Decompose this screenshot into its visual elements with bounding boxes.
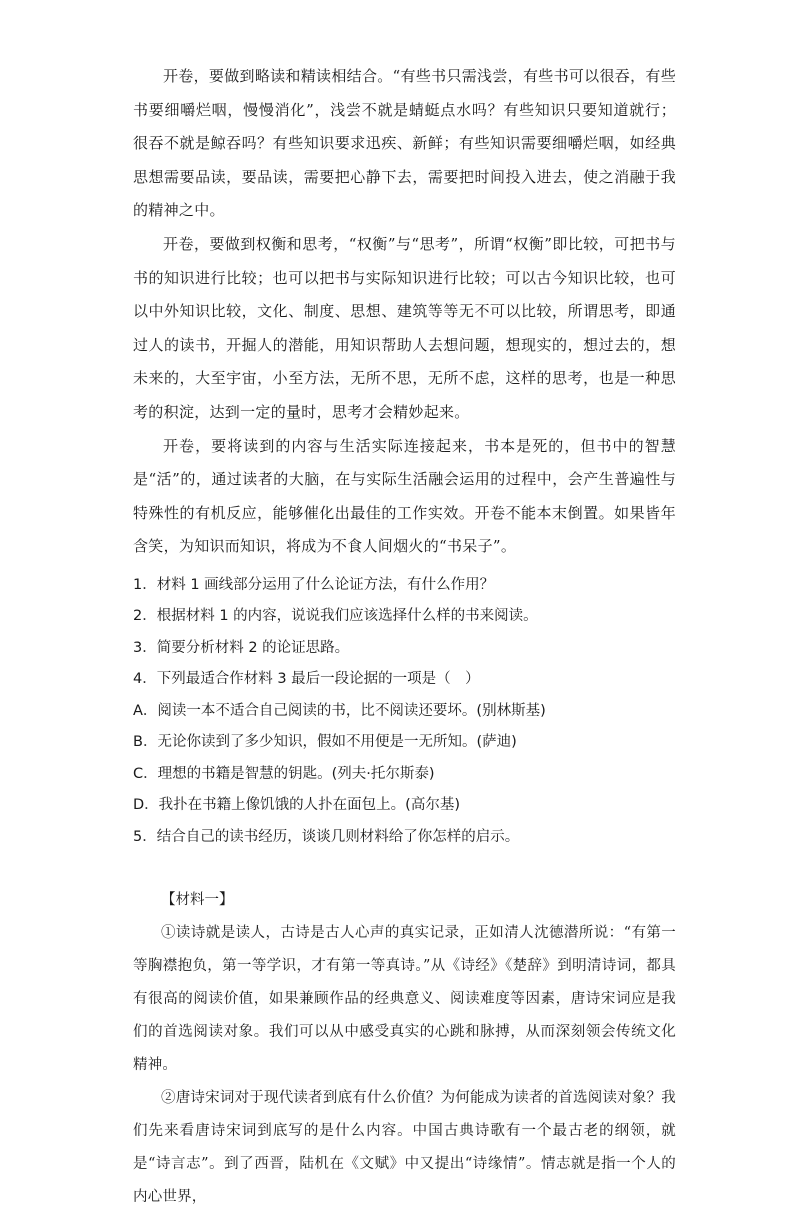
question-item: 1．材料 1 画线部分运用了什么论证方法，有什么作用？ [133,576,495,593]
material-1-section [133,885,676,1214]
material-3-section [133,60,676,564]
paragraph: 开卷，要将读到的内容与生活实际连接起来，书本是死的，但书中的智慧是“活”的，通过读者的大脑，在与实际生活融会运用的过程中，会产生普遍性与特殊性的有机反应，能够催化出最佳的工作实效。开卷不能本末倒置。如果皆年含笑，为知识而知识，将成为不食人间烟火的“书呆子”。 [133,436,676,556]
paragraph: 开卷，要做到略读和精读相结合。“有些书只需浅尝，有些书可以很吞，有些书要细嚼烂咽，慢慢消化”，浅尝不就是蜻蜓点水吗？有些知识只要知道就行；很吞不就是鲸吞吗？有些知识要求迅疾、新鲜；有些知识需要细嚼烂咽，如经典思想需要品读，要品读，需要把心静下去，需要把时间投入进去，使之消融于我的精神之中。 [133,67,676,220]
paragraph: ②唐诗宋词对于现代读者到底有什么价值？为何能成为读者的首选阅读对象？我们先来看唐诗宋词到底写的是什么内容。中国古典诗歌有一个最古老的纲领，就是“诗言志”。到了西晋，陆机在《文赋》中又提出“诗缘情”。情志就是指一个人的内心世界， [133,1090,676,1206]
question-item: 3．简要分析材料 2 的论证思路。 [133,639,350,656]
question-item: 2．根据材料 1 的内容，说说我们应该选择什么样的书来阅读。 [133,608,538,625]
spacer [133,853,676,885]
paragraph: 开卷，要做到权衡和思考，“权衡”与“思考”，所谓“权衡”即比较，可把书与书的知识进行比较；也可以把书与实际知识进行比较；可以古今知识比较，也可以中外知识比较，文化、制度、思想、建筑等等无不可以比较，所谓思考，即通过人的读书，开掘人的潜能，用知识帮助人去想问题，想现实的，想过去的，想未来的，大至宇宙，小至方法，无所不思，无所不虑，这样的思考，也是一种思考的积淀，达到一定的量时，思考才会精妙起来。 [133,234,676,421]
option-b: B．无论你读到了多少知识，假如不用便是一无所知。(萨迪) [133,734,517,751]
question-item: 4．下列最适合作材料 3 最后一段论据的一项是（ ） [133,671,480,688]
question-list [133,570,676,854]
paragraph: ①读诗就是读人，古诗是古人心声的真实记录，正如清人沈德潜所说：“有第一等胸襟抱负，第一等学识，才有第一等真诗。”从《诗经》《楚辞》到明清诗词，都具有很高的阅读价值，如果兼顾作品的经典意义、阅读难度等因素，唐诗宋词应是我们的首选阅读对象。我们可以从中感受真实的心跳和脉搏，从而深刻领会传统文化精神。 [133,925,676,1074]
option-a: A．阅读一本不适合自己阅读的书，比不阅读还要坏。(别林斯基) [133,702,546,719]
option-d: D．我扑在书籍上像饥饿的人扑在面包上。(高尔基) [133,797,460,814]
option-c: C．理想的书籍是智慧的钥匙。(列夫·托尔斯泰) [133,765,435,782]
material-title: 【材料一】 [161,892,234,909]
question-item: 5．结合自己的读书经历，谈谈几则材料给了你怎样的启示。 [133,828,520,845]
